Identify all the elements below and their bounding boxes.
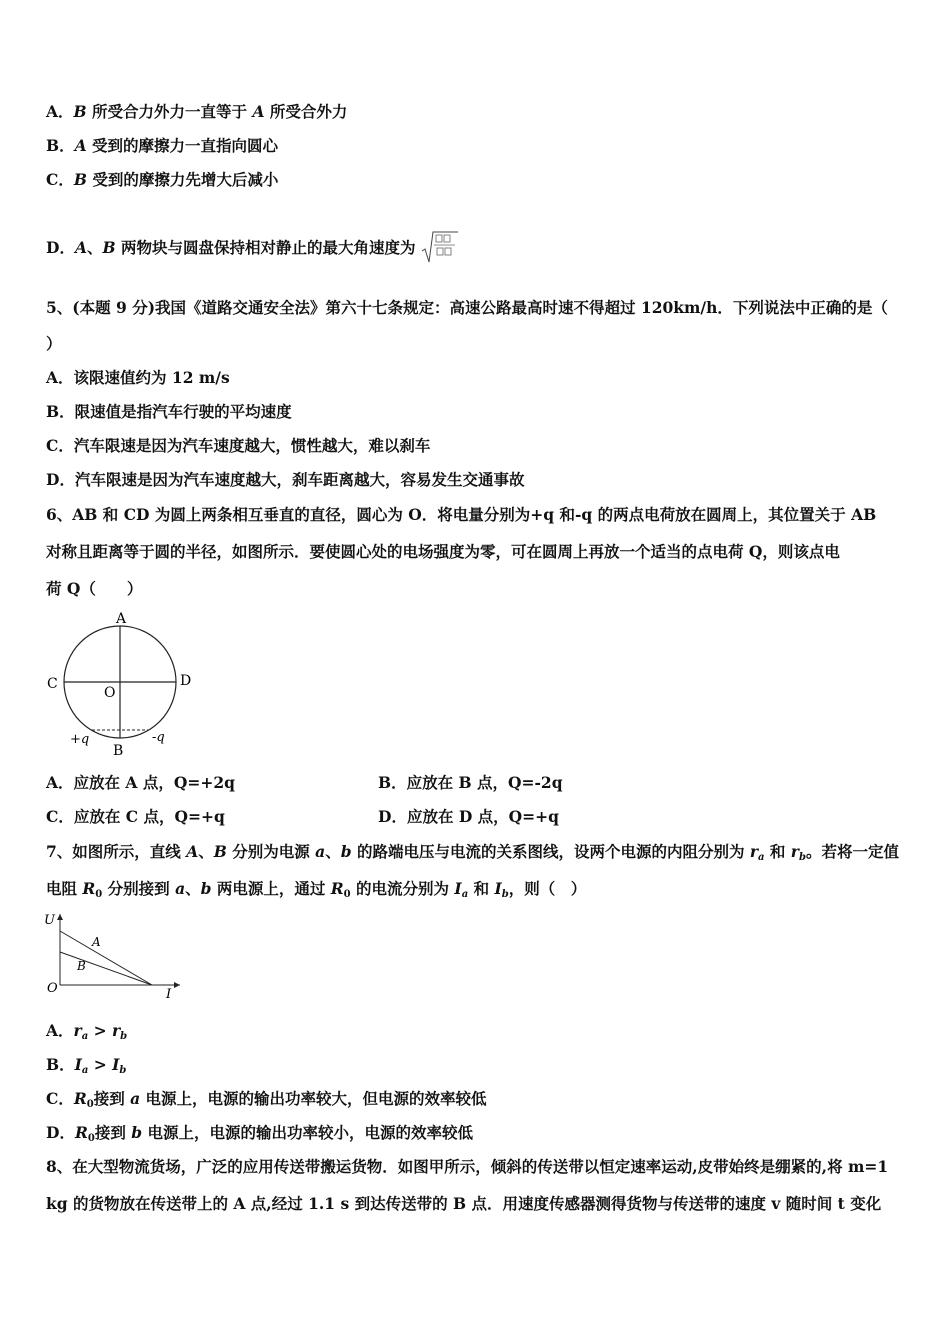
q5-option-c: C．汽车限速是因为汽车速度越大，惯性越大，难以刹车	[46, 436, 431, 455]
q7-option-d: D．$R_0$接到 b 电源上，电源的输出功率较小，电源的效率较低	[46, 1123, 473, 1144]
q4-option-a: A．B 所受合力外力一直等于 A 所受合外力	[46, 102, 348, 121]
q6-circle-diagram	[40, 608, 210, 760]
q7-option-c: C．$R_0$接到 a 电源上，电源的输出功率较大，但电源的效率较低	[46, 1089, 487, 1110]
q4-option-c: C．B 受到的摩擦力先增大后减小	[46, 170, 279, 189]
label-plus-q: +q	[70, 732, 90, 747]
q7-stem-line1: 7、如图所示，直线 A、B 分别为电源 a、b 的路端电压与电流的关系图线，设两个电源的内阻分别为 $r_a$ 和 $r_b$。若将一定值	[46, 842, 899, 863]
q5-stem-line2: ）	[46, 334, 62, 353]
label-d: D	[180, 673, 192, 689]
label-i: I	[166, 987, 172, 1002]
q6-option-b: B．应放在 B 点，Q=-2q	[378, 773, 563, 792]
q6-option-a: A．应放在 A 点，Q=+2q	[46, 773, 235, 792]
line-b	[60, 952, 152, 985]
q8-stem-line2: kg 的货物放在传送带上的 A 点,经过 1.1 s 到达传送带的 B 点．用速度传感器测得货物与传送带的速度 v 随时间 t 变化	[46, 1194, 882, 1213]
q4-option-b: B．A 受到的摩擦力一直指向圆心	[46, 136, 279, 155]
q5-option-b: B．限速值是指汽车行驶的平均速度	[46, 402, 292, 421]
sqrt-formula-image	[421, 229, 459, 263]
q5-option-d: D．汽车限速是因为汽车速度越大，刹车距离越大，容易发生交通事故	[46, 470, 525, 489]
q6-stem-line2: 对称且距离等于圆的半径，如图所示．要使圆心处的电场强度为零，可在圆周上再放一个适当的点电荷 Q，则该点电	[46, 542, 840, 561]
q4-option-d: D．A、B 两物块与圆盘保持相对静止的最大角速度为	[46, 229, 459, 263]
q7-option-a: A．$r_a > r_b$	[46, 1021, 128, 1042]
label-c: C	[47, 676, 58, 692]
q6-stem-line3: 荷 Q（ ）	[46, 579, 143, 598]
q6-option-d: D．应放在 D 点，Q=+q	[378, 807, 559, 826]
line-a	[60, 931, 152, 985]
q7-option-b: B．$I_a > I_b$	[46, 1055, 127, 1076]
label-minus-q: -q	[152, 730, 165, 745]
q5-option-a: A．该限速值约为 12 m/s	[46, 368, 230, 387]
q6-stem-line1: 6、AB 和 CD 为圆上两条相互垂直的直径，圆心为 O．将电量分别为+q 和-q 的两点电荷放在圆周上，其位置关于 AB	[46, 505, 877, 524]
label-o: O	[104, 685, 116, 701]
label-b: B	[113, 743, 124, 759]
q7-ui-graph	[40, 908, 190, 1004]
q7-stem-line2: 电阻 $R_0$ 分别接到 a、b 两电源上，通过 $R_0$ 的电流分别为 $I_a$ 和 $I_b$，则（ ）	[46, 879, 587, 900]
label-o: O	[47, 981, 58, 996]
label-line-a: A	[92, 935, 101, 949]
q8-stem-line1: 8、在大型物流货场，广泛的应用传送带搬运货物．如图甲所示，倾斜的传送带以恒定速率运动,皮带始终是绷紧的,将 m=1	[46, 1157, 889, 1176]
q5-stem-line1: 5、(本题 9 分)我国《道路交通安全法》第六十七条规定：高速公路最高时速不得超过 120km/h．下列说法中正确的是（	[46, 298, 888, 317]
label-a: A	[116, 611, 127, 627]
label-u: U	[44, 913, 55, 928]
q6-option-c: C．应放在 C 点，Q=+q	[46, 807, 225, 826]
label-line-b: B	[77, 959, 86, 973]
